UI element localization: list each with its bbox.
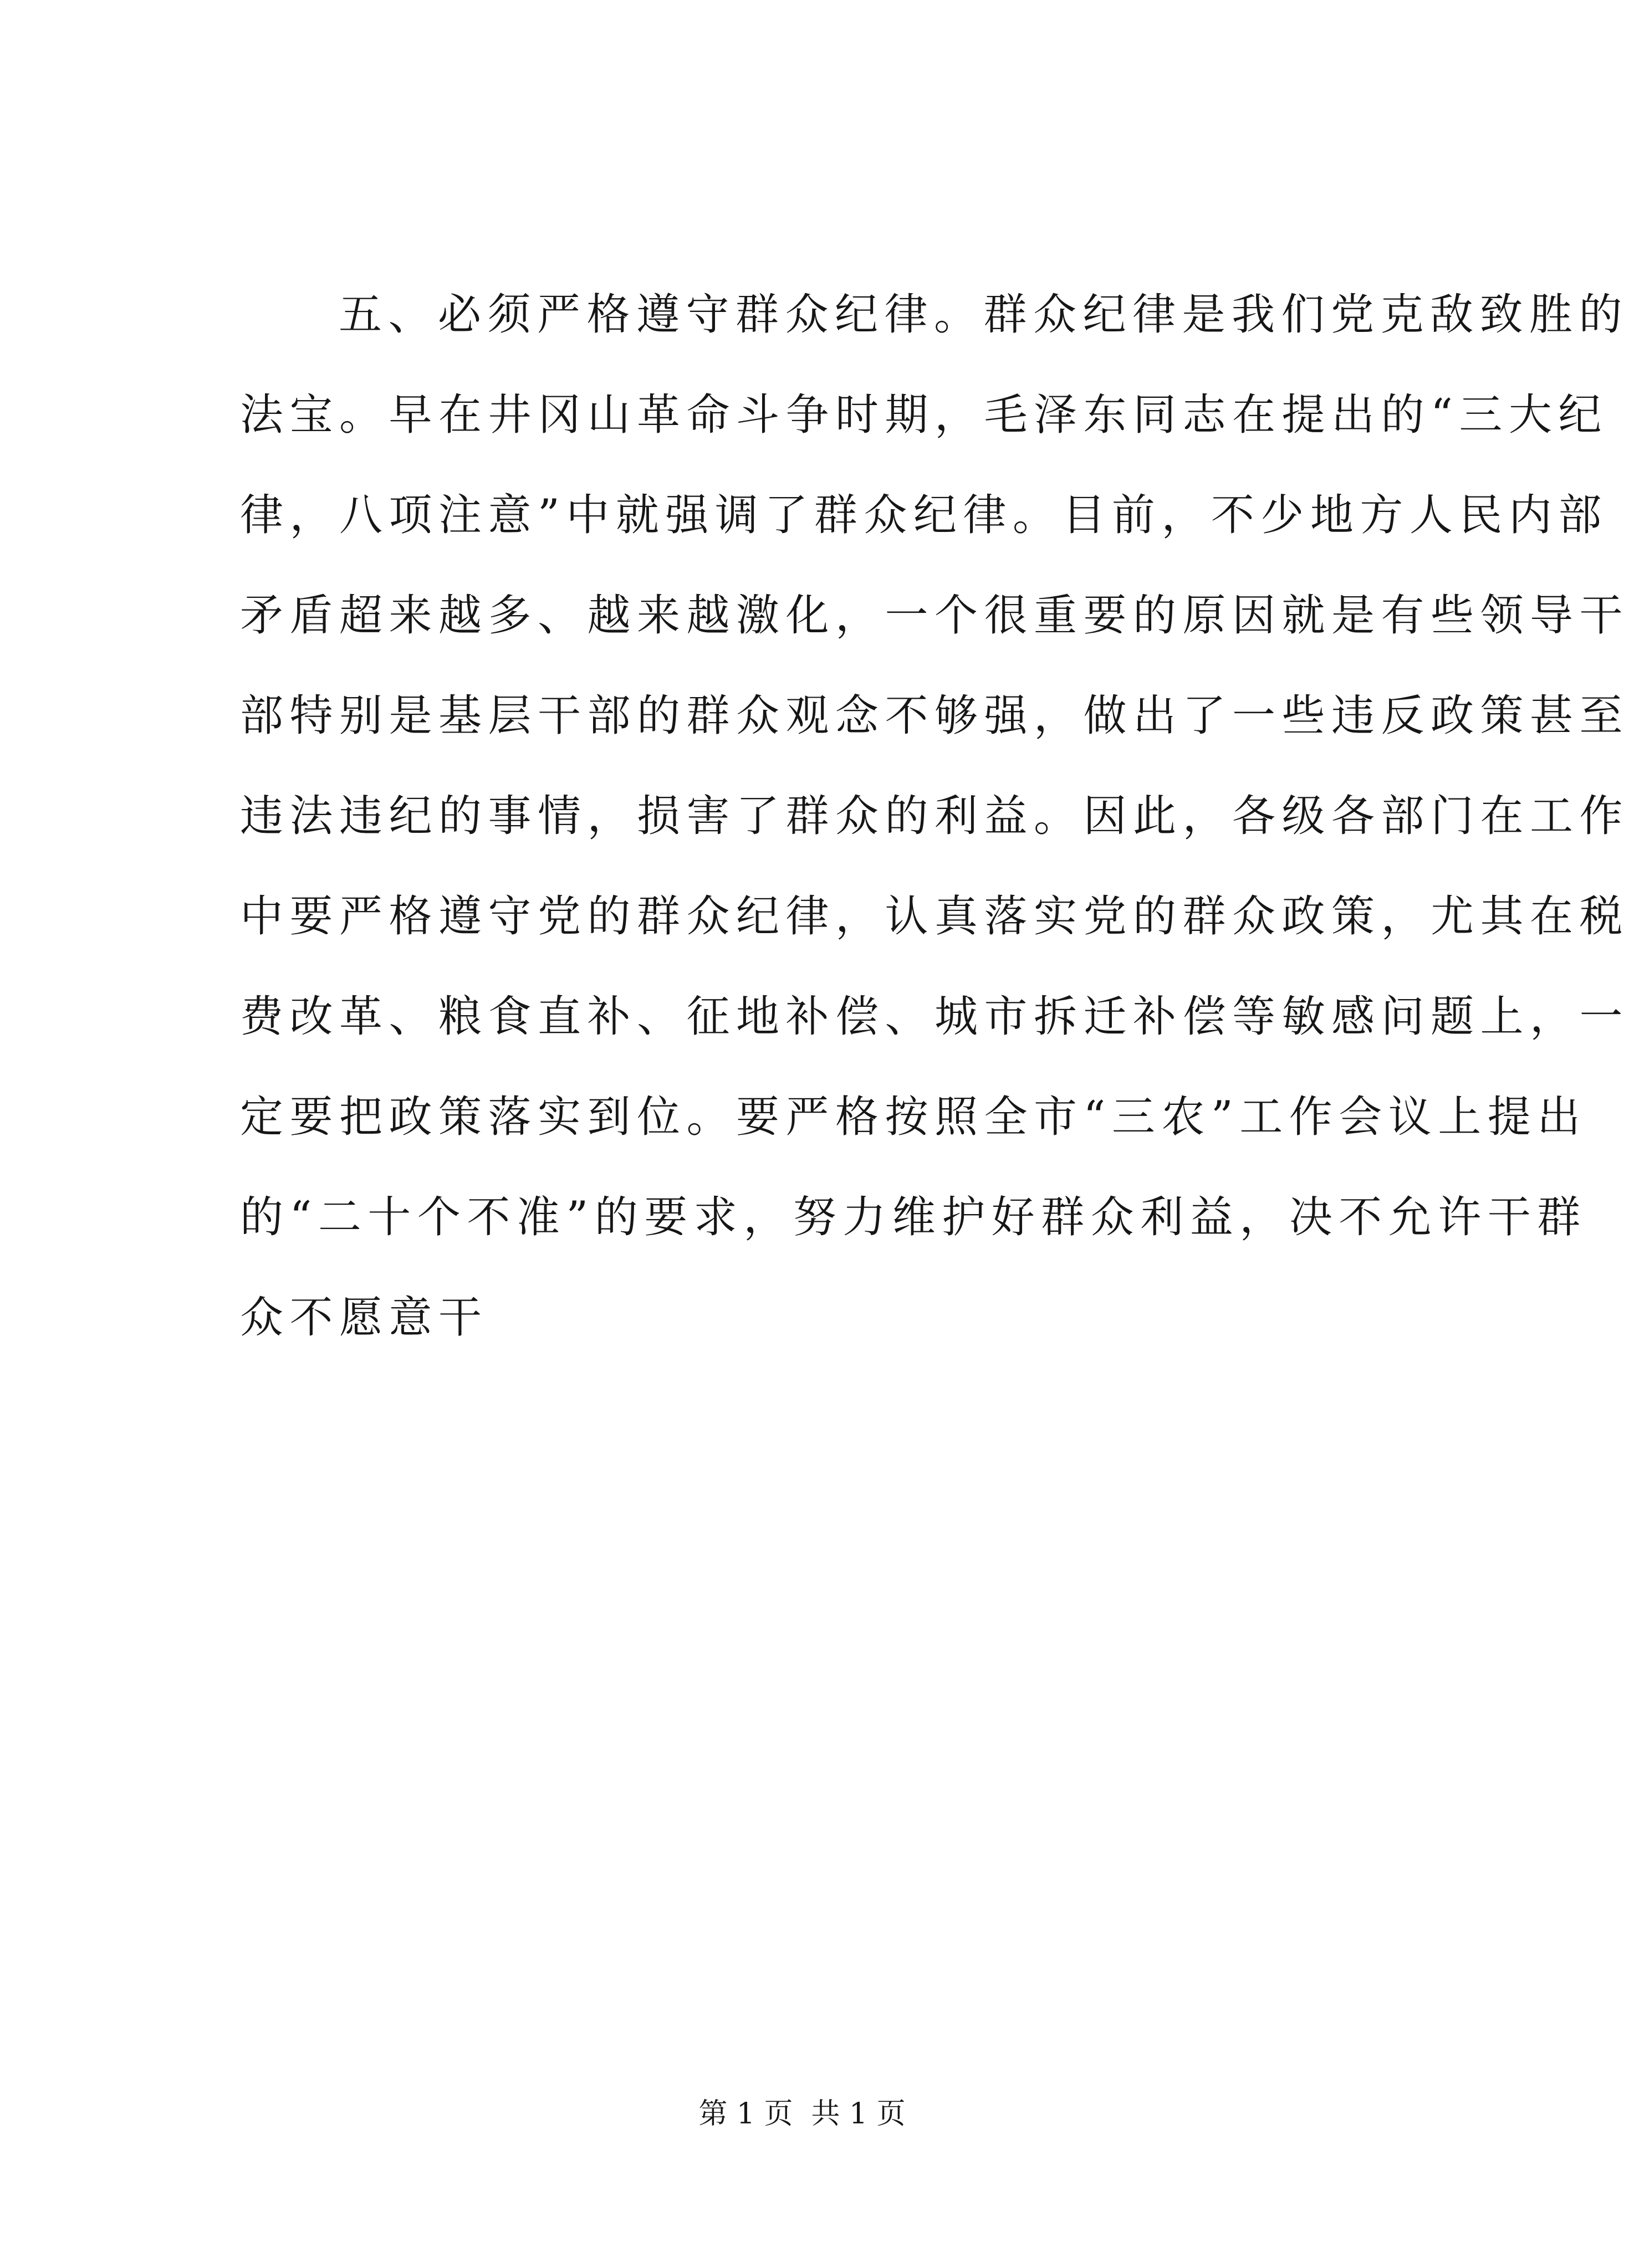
paragraph-line: 众不愿意干: [240, 1293, 488, 1343]
page-number-label: 第 1 页 共 1 页: [698, 2097, 906, 2131]
paragraph-line: 费改革、粮食直补、征地补偿、城市拆迁补偿等敏感问题上，一: [240, 992, 1629, 1042]
paragraph-line: 矛盾超来越多、越来越激化，一个很重要的原因就是有些领导干: [240, 591, 1629, 641]
paragraph-line: 中要严格遵守党的群众纪律，认真落实党的群众政策，尤其在税: [240, 892, 1629, 941]
body-paragraph: [240, 265, 1629, 1368]
paragraph-line: 律，八项注意”中就强调了群众纪律。目前，不少地方人民内部: [240, 490, 1608, 540]
paragraph-line: 五、必须严格遵守群众纪律。群众纪律是我们党克敌致胜的: [339, 290, 1629, 340]
paragraph-line: 违法违纪的事情，损害了群众的利益。因此，各级各部门在工作: [240, 791, 1629, 841]
paragraph-line: 的“二十个不准”的要求，努力维护好群众利益，决不允许干群: [240, 1192, 1587, 1242]
page-footer: [0, 2095, 1604, 2133]
paragraph-line: 法宝。早在井冈山革命斗争时期，毛泽东同志在提出的“三大纪: [240, 390, 1608, 440]
paragraph-line: 部特别是基层干部的群众观念不够强，做出了一些违反政策甚至: [240, 691, 1629, 741]
paragraph-line: 定要把政策落实到位。要严格按照全市“三农”工作会议上提出: [240, 1092, 1587, 1142]
